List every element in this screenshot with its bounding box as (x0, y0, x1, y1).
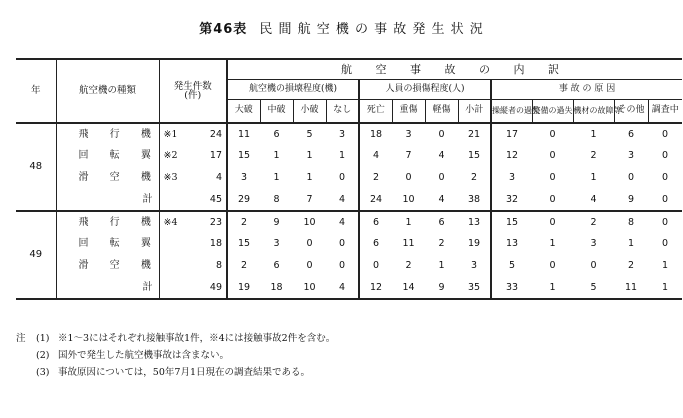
count-mark-cell: ※1 (159, 123, 189, 145)
count-cell: 45 (189, 189, 227, 211)
damage-value-cell: 10 (303, 216, 316, 228)
count-cell: 18 (209, 238, 223, 250)
injury-value-cell: 15 (467, 150, 481, 162)
damage-value-cell: 5 (306, 128, 313, 140)
injury-value-cell: 0 (359, 255, 392, 277)
cause-value-cell: 32 (491, 189, 532, 211)
table-number: 第46表 (199, 22, 248, 37)
injury-value-cell: 6 (438, 216, 445, 228)
cause-value-cell: 0 (662, 238, 669, 250)
injury-value-cell: 24 (359, 189, 392, 211)
count-header (159, 59, 227, 123)
damage-value-cell: 10 (293, 277, 326, 299)
damage-value-cell: 0 (338, 260, 346, 272)
injury-value-cell: 0 (405, 172, 412, 184)
count-cell: 17 (209, 150, 223, 162)
injury-value-cell: 2 (359, 167, 392, 189)
injury-value-cell: 2 (438, 238, 445, 250)
count-cell: 4 (215, 172, 223, 184)
injury-value-cell: 11 (402, 238, 415, 250)
table-row (16, 233, 682, 255)
note-number: (1) (36, 333, 50, 344)
damage-value-cell: 9 (273, 216, 280, 228)
aircraft-type-cell: 計 (56, 189, 159, 211)
aircraft-type-cell: 回 転 翼 (56, 145, 159, 167)
injury-header-serious: 重傷 (392, 99, 425, 123)
damage-header-none: なし (326, 99, 359, 123)
injury-value-cell: 3 (405, 128, 412, 140)
damage-value-cell: 1 (338, 150, 346, 162)
aircraft-type-cell: 飛 行 機 (56, 123, 159, 145)
injury-value-cell: 0 (438, 172, 445, 184)
damage-value-cell: 0 (338, 172, 346, 184)
cause-value-cell: 0 (549, 216, 556, 228)
cause-value-cell: 0 (549, 260, 556, 272)
header-row-1 (16, 59, 682, 79)
table-body (16, 123, 682, 299)
aircraft-type-header: 航空機の種類 (56, 59, 159, 123)
cause-value-cell: 2 (590, 216, 597, 228)
damage-value-cell: 29 (227, 189, 260, 211)
table-row (16, 277, 682, 299)
cause-value-cell: 33 (491, 277, 532, 299)
cause-group-header: 事 故 の 原 因 (491, 79, 682, 99)
aircraft-type-cell: 滑 空 機 (56, 167, 159, 189)
injury-value-cell: 35 (458, 277, 491, 299)
injury-value-cell: 7 (405, 150, 412, 162)
injury-value-cell: 18 (359, 123, 392, 145)
damage-value-cell: 0 (306, 238, 313, 250)
damage-header-minor: 小破 (293, 99, 326, 123)
note-number: (2) (36, 350, 50, 361)
injury-value-cell: 4 (438, 150, 445, 162)
damage-value-cell: 19 (227, 277, 260, 299)
cause-value-cell: 12 (491, 145, 532, 167)
count-mark-cell: ※2 (159, 145, 189, 167)
cause-header-equipment: 機材の故障等 (573, 99, 614, 123)
injury-value-cell: 6 (359, 233, 392, 255)
injury-value-cell: 4 (425, 189, 458, 211)
cause-header-maintenance: 整備の過失 (532, 99, 573, 123)
damage-value-cell: 1 (273, 150, 280, 162)
cause-value-cell: 0 (532, 189, 573, 211)
damage-value-cell: 6 (273, 260, 280, 272)
damage-value-cell: 2 (227, 255, 260, 277)
year-cell: 48 (16, 123, 56, 211)
damage-value-cell: 15 (227, 145, 260, 167)
count-cell: 49 (189, 277, 227, 299)
note-text: 事故原因については，50年7月1日現在の調査結果である。 (58, 367, 310, 378)
injury-group-header: 人員の損傷程度(人) (359, 79, 491, 99)
damage-value-cell: 18 (260, 277, 293, 299)
aircraft-type-cell: 回 転 翼 (56, 233, 159, 255)
damage-value-cell: 3 (227, 167, 260, 189)
table-title-text: 民 間 航 空 機 の 事 故 発 生 状 況 (259, 22, 484, 37)
count-mark-cell: ※3 (159, 167, 189, 189)
injury-value-cell: 14 (392, 277, 425, 299)
injury-header-subtotal: 小計 (458, 99, 491, 123)
injury-value-cell: 19 (467, 238, 481, 250)
injury-value-cell: 1 (405, 216, 412, 228)
damage-value-cell: 1 (306, 172, 313, 184)
table-row (16, 123, 682, 145)
aircraft-type-cell: 飛 行 機 (56, 211, 159, 233)
aircraft-type-cell: 計 (56, 277, 159, 299)
damage-value-cell: 0 (338, 238, 346, 250)
injury-value-cell: 13 (467, 216, 481, 228)
cause-value-cell: 1 (590, 128, 597, 140)
cause-value-cell: 15 (491, 211, 532, 233)
cause-value-cell: 9 (614, 189, 648, 211)
cause-header-investigating: 調査中 (648, 99, 682, 123)
accident-table (16, 58, 682, 300)
note-number: (3) (36, 367, 50, 378)
injury-header-light: 軽傷 (425, 99, 458, 123)
cause-value-cell: 0 (662, 128, 669, 140)
count-mark-cell (159, 189, 189, 211)
damage-value-cell: 8 (260, 189, 293, 211)
damage-value-cell: 3 (338, 128, 346, 140)
count-mark-cell (159, 255, 189, 277)
damage-value-cell: 11 (227, 123, 260, 145)
cause-value-cell: 11 (614, 277, 648, 299)
count-mark-cell (159, 277, 189, 299)
injury-value-cell: 2 (405, 260, 412, 272)
count-header-label: 発生件数 (173, 80, 212, 92)
damage-value-cell: 4 (338, 216, 346, 228)
injury-value-cell: 4 (359, 145, 392, 167)
cause-value-cell: 2 (627, 260, 635, 272)
breakdown-header: 航 空 事 故 の 内 訳 (227, 59, 682, 79)
cause-value-cell: 1 (648, 277, 682, 299)
injury-value-cell: 6 (359, 211, 392, 233)
count-cell: 23 (209, 216, 223, 228)
injury-value-cell: 9 (425, 277, 458, 299)
cause-header-other: その他 (614, 99, 648, 123)
cause-value-cell: 0 (627, 172, 635, 184)
damage-value-cell: 7 (293, 189, 326, 211)
damage-value-cell: 3 (273, 238, 280, 250)
damage-value-cell: 6 (273, 128, 280, 140)
cause-value-cell: 1 (549, 238, 556, 250)
count-cell: 8 (215, 260, 223, 272)
injury-value-cell: 10 (392, 189, 425, 211)
cause-value-cell: 1 (590, 172, 597, 184)
cause-value-cell: 0 (648, 189, 682, 211)
cause-value-cell: 17 (491, 123, 532, 145)
damage-value-cell: 4 (326, 277, 359, 299)
year-cell: 49 (16, 211, 56, 299)
note-item (16, 364, 668, 381)
cause-value-cell: 3 (590, 238, 597, 250)
injury-value-cell: 38 (458, 189, 491, 211)
injury-value-cell: 21 (467, 128, 481, 140)
note-text: ※1～3にはそれぞれ接触事故1件，※4には接触事故2件を含む。 (58, 333, 336, 344)
cause-value-cell: 1 (662, 260, 669, 272)
cause-value-cell: 0 (549, 128, 556, 140)
damage-value-cell: 15 (227, 233, 260, 255)
injury-value-cell: 2 (470, 172, 478, 184)
cause-value-cell: 1 (627, 238, 635, 250)
table-row (16, 189, 682, 211)
note-text: 国外で発生した航空機事故は含まない。 (58, 350, 230, 361)
table-row (16, 211, 682, 233)
damage-group-header: 航空機の損壊程度(機) (227, 79, 359, 99)
cause-value-cell: 6 (627, 128, 635, 140)
count-cell: 24 (209, 128, 223, 140)
table-row (16, 167, 682, 189)
injury-header-death: 死亡 (359, 99, 392, 123)
cause-value-cell: 13 (491, 233, 532, 255)
cause-value-cell: 3 (627, 150, 635, 162)
count-mark-cell: ※4 (159, 211, 189, 233)
cause-value-cell: 0 (590, 260, 597, 272)
cause-value-cell: 1 (532, 277, 573, 299)
notes-prefix: 注 (16, 333, 26, 344)
cause-value-cell: 0 (662, 150, 669, 162)
damage-value-cell: 4 (326, 189, 359, 211)
cause-value-cell: 5 (491, 255, 532, 277)
injury-value-cell: 0 (438, 128, 445, 140)
damage-value-cell: 0 (306, 260, 313, 272)
cause-value-cell: 2 (590, 150, 597, 162)
injury-value-cell: 1 (438, 260, 445, 272)
note-item (16, 347, 668, 364)
injury-value-cell: 3 (470, 260, 478, 272)
cause-value-cell: 0 (662, 172, 669, 184)
cause-header-pilot: 操縦者の過失 (491, 99, 532, 123)
damage-header-medium: 中破 (260, 99, 293, 123)
count-header-unit: (件) (184, 90, 202, 101)
count-mark-cell (159, 233, 189, 255)
cause-value-cell: 0 (662, 216, 669, 228)
injury-value-cell: 12 (359, 277, 392, 299)
damage-value-cell: 2 (227, 211, 260, 233)
year-header: 年 (16, 59, 56, 123)
note-item (16, 330, 668, 347)
cause-value-cell: 5 (573, 277, 614, 299)
damage-value-cell: 1 (306, 150, 313, 162)
damage-header-total-loss: 大破 (227, 99, 260, 123)
cause-value-cell: 8 (627, 216, 635, 228)
cause-value-cell: 0 (549, 172, 556, 184)
damage-value-cell: 1 (273, 172, 280, 184)
table-row (16, 145, 682, 167)
cause-value-cell: 4 (573, 189, 614, 211)
table-row (16, 255, 682, 277)
notes (16, 330, 668, 381)
aircraft-type-cell: 滑 空 機 (56, 255, 159, 277)
cause-value-cell: 0 (549, 150, 556, 162)
table-title (0, 18, 683, 37)
cause-value-cell: 3 (491, 167, 532, 189)
